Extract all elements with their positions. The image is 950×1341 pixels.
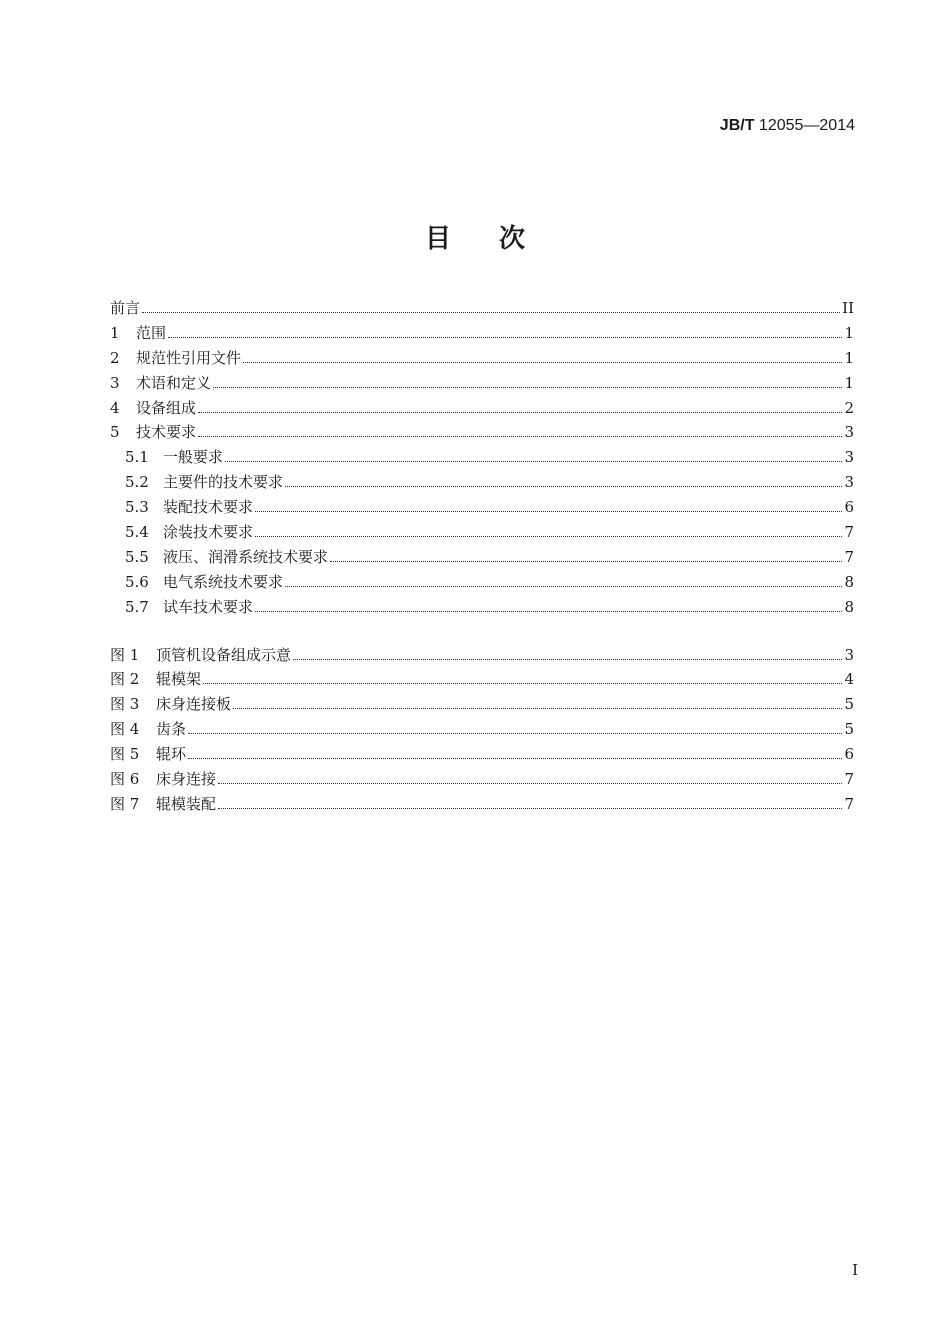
toc-entry-section-5-5[interactable]: [110, 545, 854, 570]
page-title: 目次: [424, 224, 573, 254]
toc-entry-number: 图 7: [110, 794, 140, 813]
dot-leader: [255, 511, 842, 512]
dot-leader: [218, 808, 842, 809]
dot-leader: [233, 708, 842, 709]
toc-entry-page: 2: [844, 398, 854, 417]
toc-entry-page: 7: [844, 523, 854, 542]
toc-entry-label: 顶管机设备组成示意: [156, 645, 292, 664]
toc-entry-section-5-6[interactable]: [110, 570, 854, 595]
toc-entry-page: 7: [844, 770, 854, 789]
toc-entry-figure-1[interactable]: [110, 643, 854, 668]
toc-entry-page: 1: [844, 373, 854, 392]
dot-leader: [188, 758, 842, 759]
toc-entry-label: 试车技术要求: [163, 597, 254, 616]
toc-entry-label: 设备组成: [136, 398, 197, 417]
toc-entry-page: 7: [844, 547, 854, 566]
toc-entry-section-5-7[interactable]: [110, 595, 854, 620]
toc-entry-label: 电气系统技术要求: [163, 572, 284, 591]
toc-entry-number: 图 3: [110, 695, 140, 714]
toc-entry-number: 3: [110, 373, 120, 392]
toc-entry-page: 3: [844, 448, 854, 467]
toc-entry-preface[interactable]: [110, 296, 854, 321]
dot-leader: [168, 337, 842, 338]
page-number: I: [852, 1261, 858, 1279]
dot-leader: [285, 586, 842, 587]
toc-entry-label: 范围: [136, 323, 167, 342]
toc-entry-label: 齿条: [156, 720, 187, 739]
toc-entry-label: 技术要求: [136, 423, 197, 442]
table-of-contents: [110, 296, 854, 817]
section-gap: [110, 620, 854, 643]
dot-leader: [218, 783, 842, 784]
toc-entry-number: 5.2: [125, 473, 149, 492]
toc-entry-number: 图 6: [110, 770, 140, 789]
toc-entry-number: 5.1: [125, 448, 149, 467]
toc-entry-label: 液压、润滑系统技术要求: [163, 547, 329, 566]
toc-entry-figure-7[interactable]: [110, 792, 854, 817]
toc-entry-section-5-2[interactable]: [110, 470, 854, 495]
toc-entry-section-5-1[interactable]: [110, 445, 854, 470]
toc-entry-figure-2[interactable]: [110, 667, 854, 692]
toc-entry-chapter-2[interactable]: [110, 346, 854, 371]
document-code-number: 12055—2014: [754, 117, 855, 134]
dot-leader: [198, 436, 842, 437]
toc-entry-label: 床身连接: [156, 770, 217, 789]
toc-entry-figure-3[interactable]: [110, 692, 854, 717]
toc-entry-label: 床身连接板: [156, 695, 232, 714]
toc-entry-number: 2: [110, 348, 120, 367]
toc-entry-label: 涂装技术要求: [163, 523, 254, 542]
toc-entry-number: 5.4: [125, 523, 149, 542]
toc-entry-page: 5: [844, 695, 854, 714]
toc-entry-page: 1: [844, 348, 854, 367]
toc-entry-number: 图 4: [110, 720, 140, 739]
toc-entry-number: 1: [110, 323, 120, 342]
toc-entry-label: 辊模装配: [156, 794, 217, 813]
toc-entry-page: 3: [844, 645, 854, 664]
dot-leader: [243, 362, 842, 363]
dot-leader: [203, 683, 842, 684]
toc-entry-label: 辊模架: [156, 670, 202, 689]
toc-entry-number: 4: [110, 398, 120, 417]
toc-entry-page: 8: [844, 572, 854, 591]
toc-entry-label: 主要件的技术要求: [163, 473, 284, 492]
toc-entry-label: 前言: [110, 299, 141, 317]
dot-leader: [255, 611, 842, 612]
dot-leader: [293, 659, 842, 660]
dot-leader: [198, 412, 842, 413]
toc-entry-page: II: [842, 299, 854, 317]
dot-leader: [330, 561, 842, 562]
toc-entry-label: 一般要求: [163, 448, 224, 467]
toc-entry-page: 3: [844, 423, 854, 442]
toc-entry-page: 5: [844, 720, 854, 739]
toc-entry-number: 5: [110, 423, 120, 442]
toc-entry-chapter-5[interactable]: [110, 420, 854, 445]
toc-entry-page: 4: [844, 670, 854, 689]
toc-entry-number: 图 1: [110, 645, 140, 664]
dot-leader: [255, 536, 842, 537]
dot-leader: [213, 387, 842, 388]
toc-entry-section-5-4[interactable]: [110, 520, 854, 545]
dot-leader: [142, 312, 840, 313]
toc-entry-figure-6[interactable]: [110, 767, 854, 792]
toc-entry-number: 图 2: [110, 670, 140, 689]
dot-leader: [285, 486, 842, 487]
document-code-prefix: JB/T: [719, 117, 755, 134]
toc-entry-number: 5.6: [125, 572, 149, 591]
toc-entry-label: 术语和定义: [136, 373, 212, 392]
toc-entry-figure-5[interactable]: [110, 742, 854, 767]
toc-entry-section-5-3[interactable]: [110, 495, 854, 520]
toc-entry-number: 5.5: [125, 547, 149, 566]
toc-entry-page: 1: [844, 323, 854, 342]
toc-entry-figure-4[interactable]: [110, 717, 854, 742]
toc-entry-page: 7: [844, 794, 854, 813]
dot-leader: [188, 733, 842, 734]
toc-entry-chapter-3[interactable]: [110, 371, 854, 396]
toc-entry-page: 8: [844, 597, 854, 616]
dot-leader: [225, 461, 842, 462]
toc-entry-page: 3: [844, 473, 854, 492]
toc-entry-chapter-4[interactable]: [110, 396, 854, 421]
toc-entry-number: 5.7: [125, 597, 149, 616]
toc-entry-number: 5.3: [125, 498, 149, 517]
toc-entry-page: 6: [844, 745, 854, 764]
toc-entry-chapter-1[interactable]: [110, 321, 854, 346]
toc-entry-label: 辊环: [156, 745, 187, 764]
toc-entry-label: 装配技术要求: [163, 498, 254, 517]
toc-entry-label: 规范性引用文件: [136, 348, 242, 367]
document-code: [720, 117, 855, 135]
toc-entry-page: 6: [844, 498, 854, 517]
toc-entry-number: 图 5: [110, 745, 140, 764]
